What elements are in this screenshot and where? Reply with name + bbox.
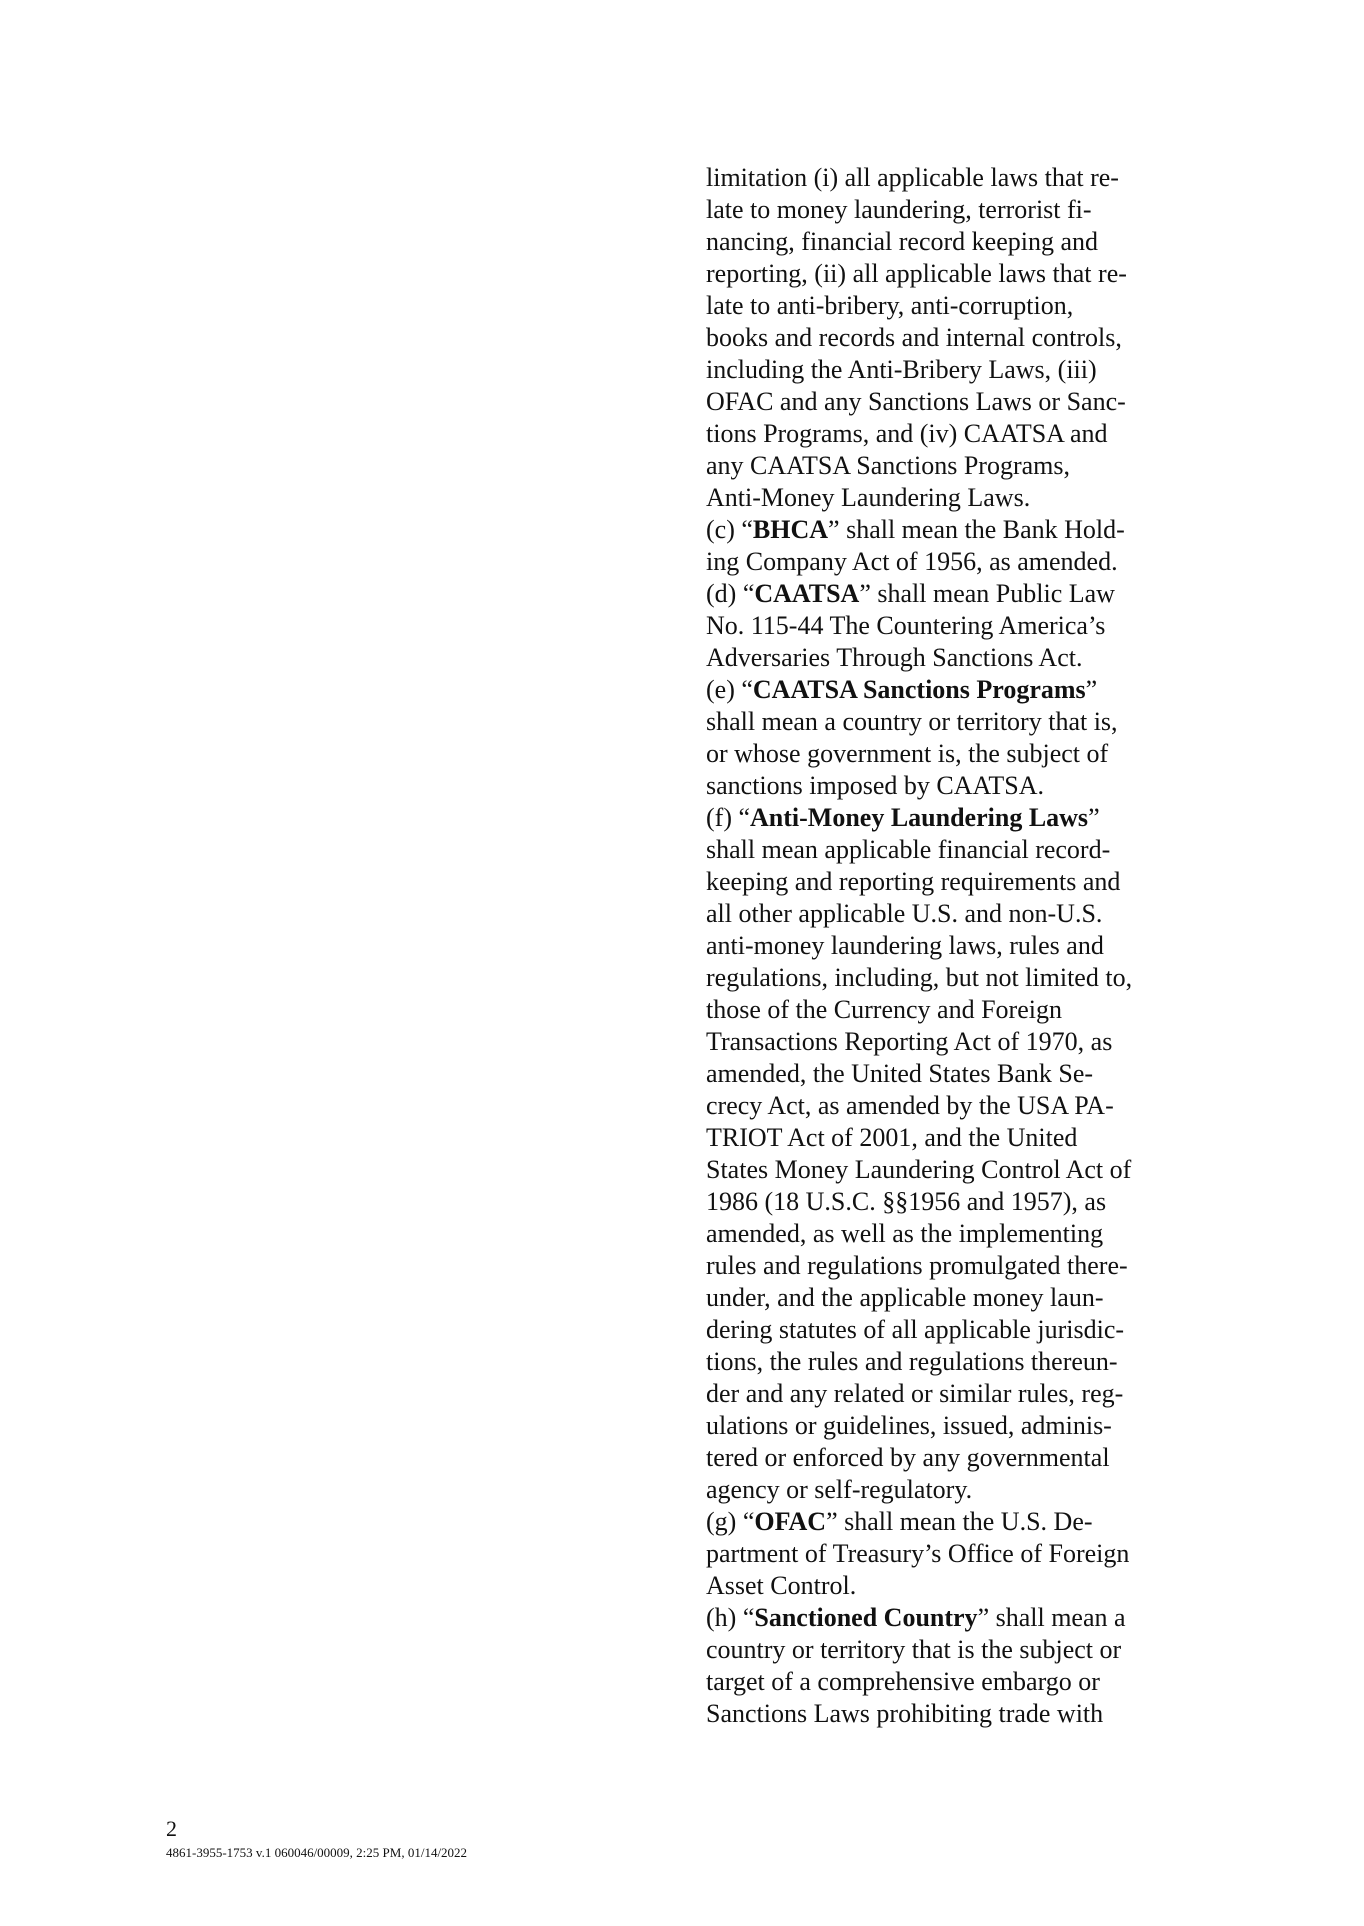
text-line: country or territory that is the subject or	[706, 1635, 1122, 1664]
text-line: OFAC and any Sanctions Laws or Sanc-	[706, 387, 1126, 416]
text-line: books and records and internal controls,	[706, 323, 1122, 352]
text-line: (d) “CAATSA” shall mean Public Law	[706, 579, 1115, 608]
text-line: agency or self-regulatory.	[706, 1475, 973, 1504]
text-line: partment of Treasury’s Office of Foreign	[706, 1539, 1130, 1568]
text-line: limitation (i) all applicable laws that re-	[706, 163, 1119, 192]
text-line: crecy Act, as amended by the USA PA-	[706, 1091, 1114, 1120]
text-line: rules and regulations promulgated there-	[706, 1251, 1128, 1280]
text-line: under, and the applicable money laun-	[706, 1283, 1104, 1312]
text-line: anti-money laundering laws, rules and	[706, 931, 1104, 960]
text-line: (f) “Anti-Money Laundering Laws”	[706, 803, 1100, 832]
defined-term: BHCA	[752, 515, 829, 544]
text-line: including the Anti-Bribery Laws, (iii)	[706, 355, 1097, 384]
text-line: (c) “BHCA” shall mean the Bank Hold-	[706, 515, 1125, 544]
text-line: or whose government is, the subject of	[706, 739, 1109, 768]
text-line: tions, the rules and regulations thereun-	[706, 1347, 1118, 1376]
text-line: Sanctions Laws prohibiting trade with	[706, 1699, 1104, 1728]
text-line: all other applicable U.S. and non-U.S.	[706, 899, 1103, 928]
page-number: 2	[166, 1816, 177, 1841]
text-line: target of a comprehensive embargo or	[706, 1667, 1100, 1696]
text-line: No. 115-44 The Countering America’s	[706, 611, 1106, 640]
text-line: nancing, financial record keeping and	[706, 227, 1098, 256]
text-line: amended, the United States Bank Se-	[706, 1059, 1094, 1088]
text-line: shall mean a country or territory that is,	[706, 707, 1118, 736]
document-id-footer: 4861-3955-1753 v.1 060046/00009, 2:25 PM, 01/14/2022	[166, 1845, 468, 1860]
text-line: der and any related or similar rules, reg-	[706, 1379, 1124, 1408]
text-line: Transactions Reporting Act of 1970, as	[706, 1027, 1113, 1056]
defined-term: CAATSA	[754, 579, 860, 608]
text-line: States Money Laundering Control Act of	[706, 1155, 1132, 1184]
text-line: regulations, including, but not limited to,	[706, 963, 1133, 992]
text-line: (g) “OFAC” shall mean the U.S. De-	[706, 1507, 1093, 1536]
text-line: (e) “CAATSA Sanctions Programs”	[706, 675, 1098, 704]
text-line: reporting, (ii) all applicable laws that re-	[706, 259, 1127, 288]
text-line: Anti-Money Laundering Laws.	[706, 483, 1031, 512]
text-line: ulations or guidelines, issued, adminis-	[706, 1411, 1112, 1440]
text-line: ing Company Act of 1956, as amended.	[706, 547, 1118, 576]
body-text-column	[706, 162, 1186, 1730]
text-line: sanctions imposed by CAATSA.	[706, 771, 1044, 800]
text-line: dering statutes of all applicable jurisdic-	[706, 1315, 1125, 1344]
text-line: any CAATSA Sanctions Programs,	[706, 451, 1070, 480]
defined-term: OFAC	[754, 1507, 827, 1536]
text-line: tered or enforced by any governmental	[706, 1443, 1110, 1472]
defined-term: Anti-Money Laundering Laws	[750, 803, 1089, 832]
text-line: Asset Control.	[706, 1571, 857, 1600]
defined-term: Sanctioned Country	[754, 1603, 978, 1632]
text-line: tions Programs, and (iv) CAATSA and	[706, 419, 1108, 448]
text-line: Adversaries Through Sanctions Act.	[706, 643, 1083, 672]
text-line: those of the Currency and Foreign	[706, 995, 1062, 1024]
text-line: (h) “Sanctioned Country” shall mean a	[706, 1603, 1126, 1632]
text-line: late to money laundering, terrorist fi-	[706, 195, 1092, 224]
text-line: shall mean applicable financial record-	[706, 835, 1111, 864]
text-line: late to anti-bribery, anti-corruption,	[706, 291, 1074, 320]
defined-term: CAATSA Sanctions Programs	[752, 675, 1086, 704]
text-line: TRIOT Act of 2001, and the United	[706, 1123, 1078, 1152]
text-line: amended, as well as the implementing	[706, 1219, 1104, 1248]
text-line: keeping and reporting requirements and	[706, 867, 1121, 896]
text-line: 1986 (18 U.S.C. §§1956 and 1957), as	[706, 1187, 1107, 1216]
